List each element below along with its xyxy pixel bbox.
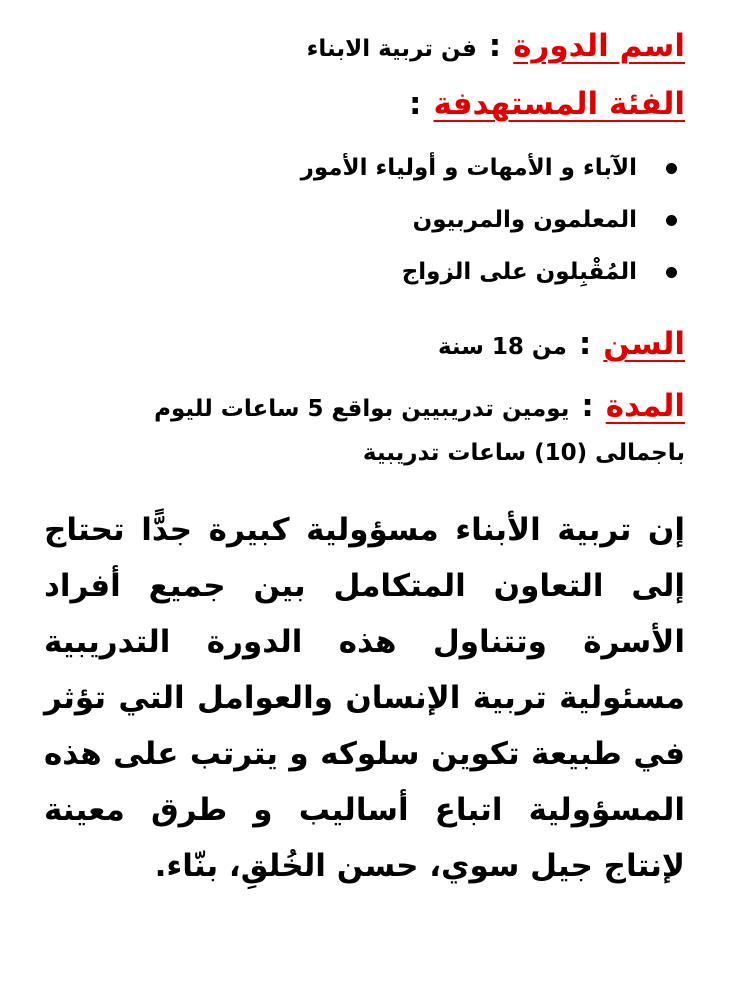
target-group-list [44,142,685,298]
bullet-icon [666,215,677,226]
list-item [44,142,637,194]
duration-label: المدة [605,388,685,424]
course-name-colon: : [488,28,502,64]
age-value: من 18 سنة [437,334,567,360]
age-colon: : [578,326,592,362]
age-label: السن [603,326,685,362]
target-group-colon: : [409,86,422,122]
bullet-icon [666,163,677,174]
duration-continuation: باجمالى (10) ساعات تدريبية [362,440,685,466]
course-name-row [44,28,685,64]
duration-colon: : [581,388,594,424]
duration-value: يومين تدريبيين بواقع 5 ساعات لليوم [154,396,570,422]
target-item-text: المُقْبِلون على الزواج [401,259,637,285]
course-name-label: اسم الدورة [513,28,685,64]
target-item-text: الآباء و الأمهات و أولياء الأمور [300,155,637,181]
target-item-text: المعلمون والمربيون [412,207,637,233]
list-item [44,246,637,298]
target-group-row [44,86,685,122]
age-row [44,326,685,362]
bullet-icon [666,267,677,278]
course-name-value: فن تربية الابناء [306,36,477,62]
course-description: إن تربية الأبناء مسؤولية كبيرة جدًّا تحتاج إلى التعاون المتكامل بين جميع أفراد الأسرة وتتناول هذه الدورة التدريبية مسئولية تربية الإنسان والعوامل التي تؤثر في طبيعة تكوين سلوكه و يترتب على هذه المسؤولية اتباع أساليب و طرق معينة لإنتاج جيل سوي، حسن الخُلقِ، بنّاء. [44,512,685,884]
target-group-label: الفئة المستهدفة [433,86,685,122]
list-item [44,194,637,246]
duration-row [44,388,685,424]
